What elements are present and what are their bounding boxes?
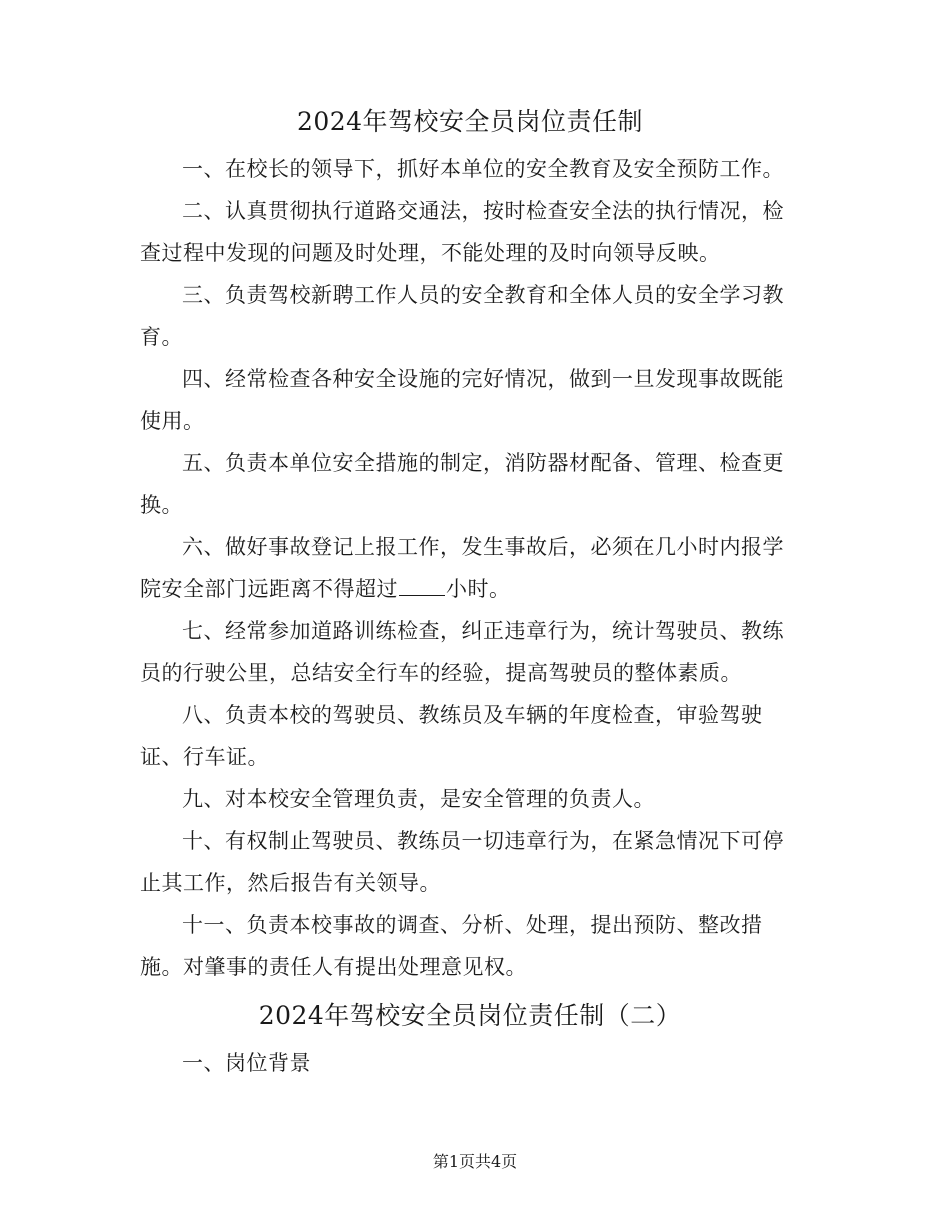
page-number: 第1页共4页	[432, 1152, 518, 1171]
paragraph-10: 十、有权制止驾驶员、教练员一切违章行为，在紧急情况下可停止其工作，然后报告有关领导。	[140, 829, 784, 895]
paragraph-1: 一、在校长的领导下，抓好本单位的安全教育及安全预防工作。	[182, 157, 784, 181]
paragraph-6	[140, 526, 800, 610]
paragraph-4: 四、经常检查各种安全设施的完好情况，做到一旦发现事故既能使用。	[140, 367, 784, 433]
paragraph-7: 七、经常参加道路训练检查，纠正违章行为，统计驾驶员、教练员的行驶公里，总结安全行车的经验，提高驾驶员的整体素质。	[140, 619, 784, 685]
paragraph-6-tail: 小时。	[446, 577, 511, 601]
paragraph-5: 五、负责本单位安全措施的制定，消防器材配备、管理、检查更换。	[140, 451, 784, 517]
section-2-title: 2024年驾校安全员岗位责任制（二）	[258, 1001, 682, 1030]
paragraph-2: 二、认真贯彻执行道路交通法，按时检查安全法的执行情况，检查过程中发现的问题及时处理，不能处理的及时向领导反映。	[140, 199, 784, 265]
paragraph-9: 九、对本校安全管理负责，是安全管理的负责人。	[182, 787, 655, 811]
section-2-heading: 一、岗位背景	[182, 1051, 311, 1075]
document-page	[140, 100, 800, 1084]
fill-in-blank	[399, 577, 445, 596]
paragraph-6-text: 六、做好事故登记上报工作，发生事故后，必须在几小时内报学院安全部门远距离不得超过	[140, 535, 784, 601]
paragraph-8: 八、负责本校的驾驶员、教练员及车辆的年度检查，审验驾驶证、行车证。	[140, 703, 763, 769]
paragraph-11: 十一、负责本校事故的调查、分析、处理，提出预防、整改措施。对肇事的责任人有提出处理意见权。	[140, 913, 763, 979]
paragraph-3: 三、负责驾校新聘工作人员的安全教育和全体人员的安全学习教育。	[140, 283, 784, 349]
document-title: 2024年驾校安全员岗位责任制	[296, 107, 644, 136]
